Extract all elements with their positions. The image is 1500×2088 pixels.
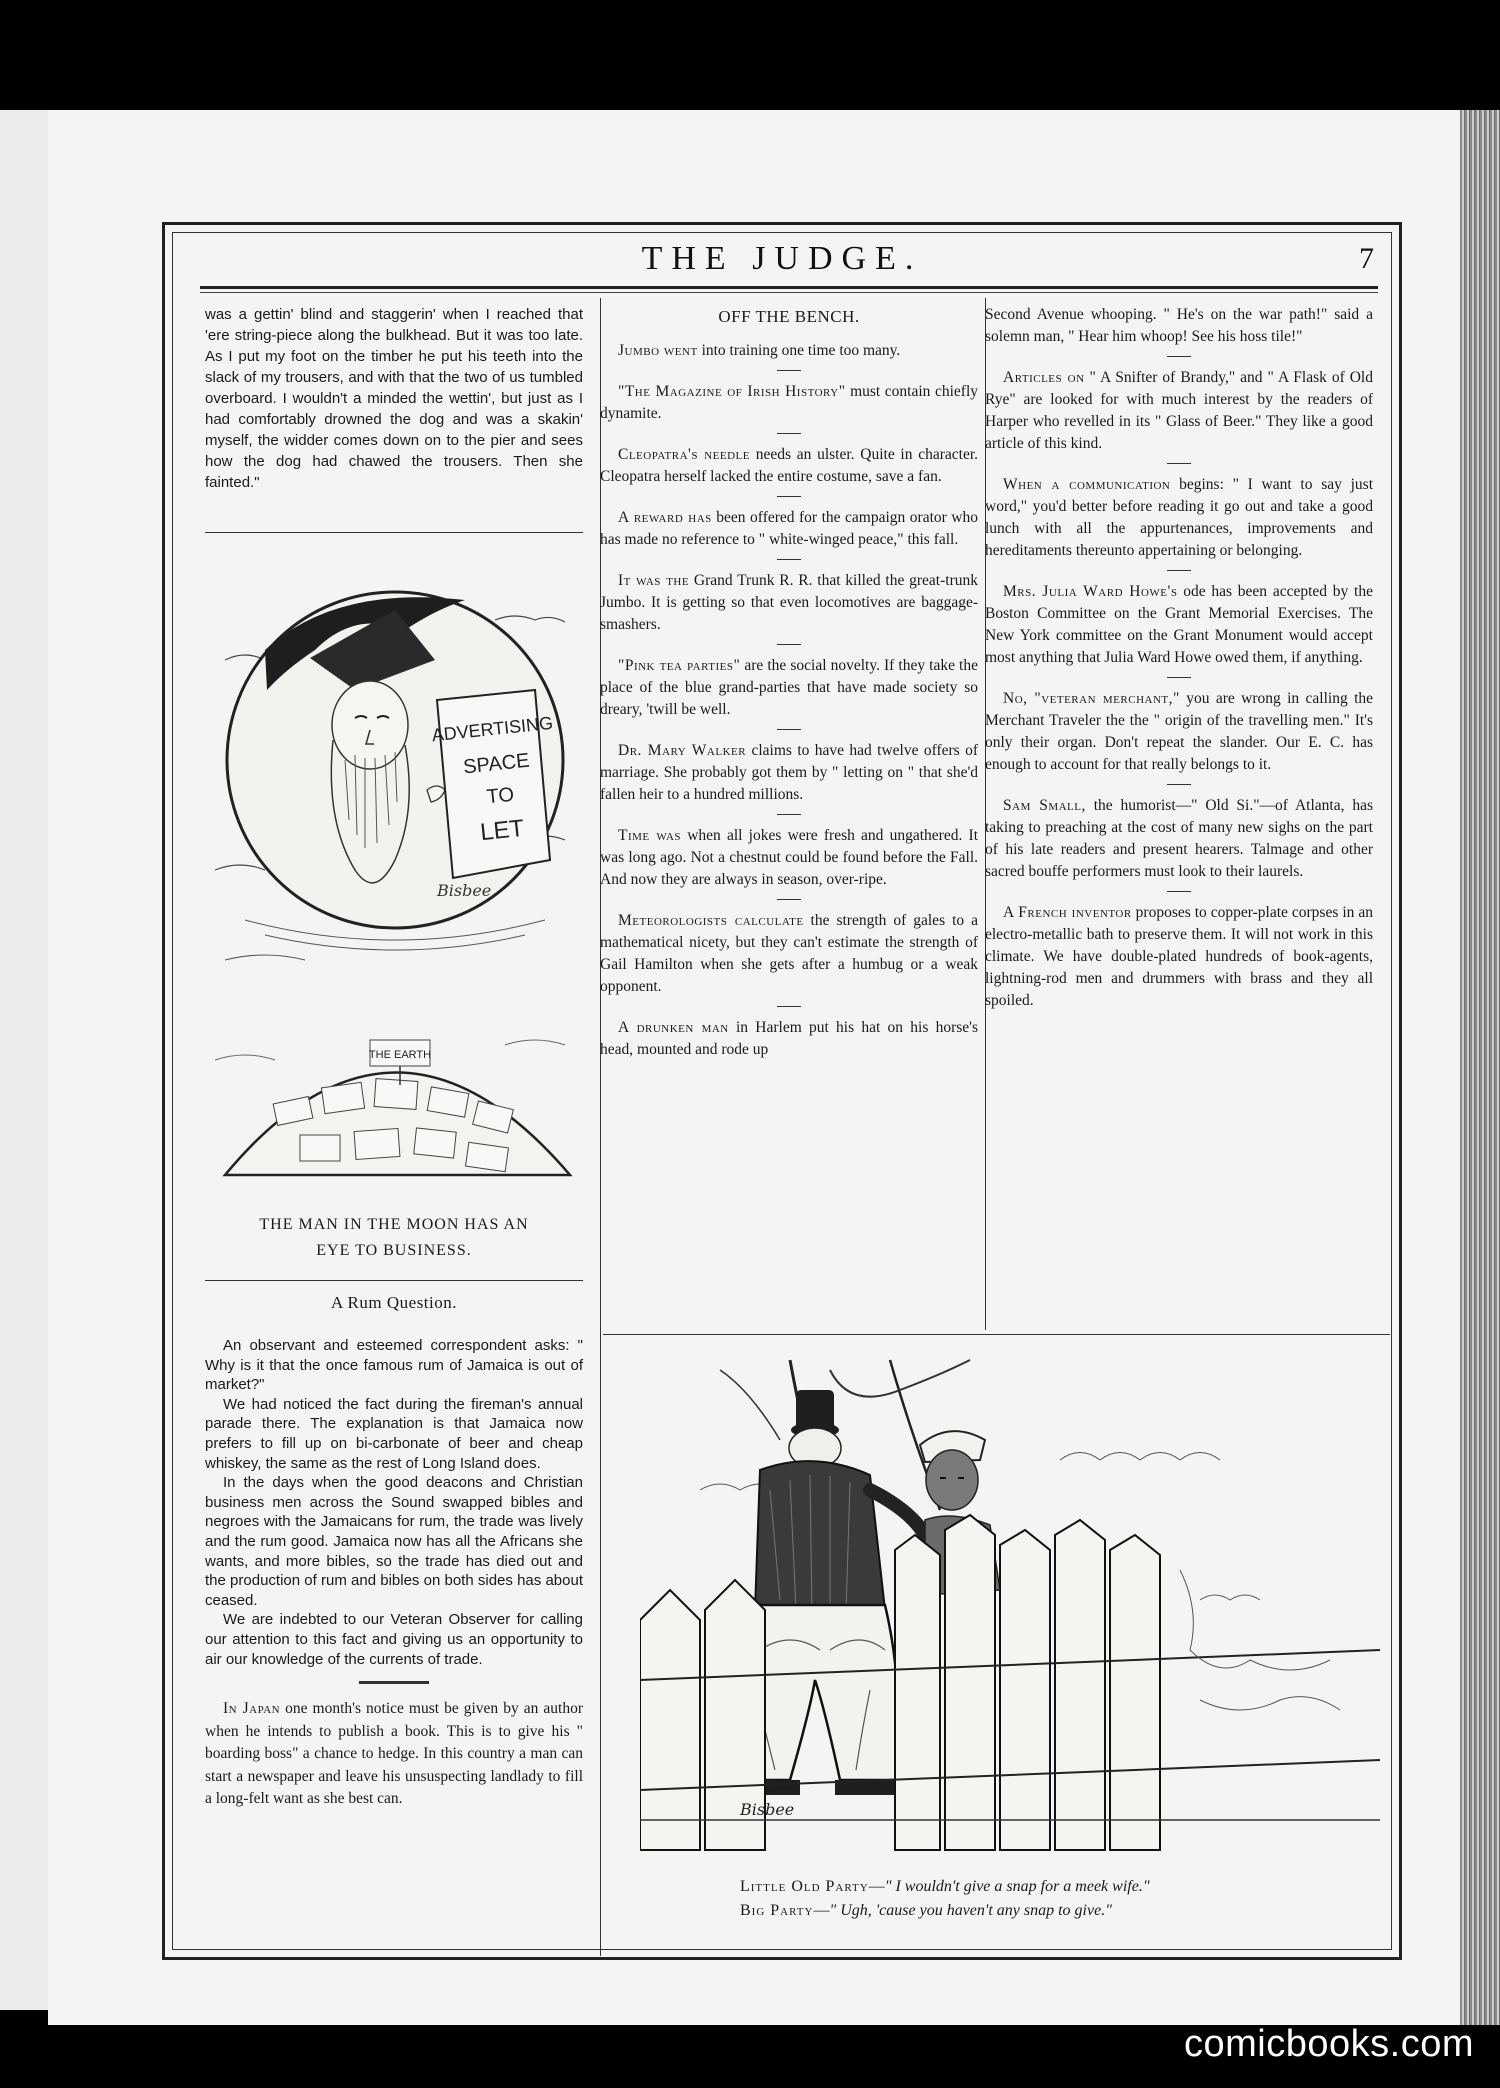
paragraph-item: [600, 444, 978, 488]
item-text: the humorist—" Old Si."—of Atlanta, has taking to preaching at the cost of many new sighs on the part of his late readers and present hearers. Talmage and other sacred bouffe performers must look to their laurels.: [985, 797, 1373, 880]
cartoon-artist-signature: Bisbee: [740, 1800, 795, 1819]
moon-sign-line-4: LET: [478, 814, 526, 847]
earth-sign: THE EARTH: [368, 1049, 432, 1061]
item-separator: [1167, 463, 1191, 464]
item-separator: [777, 899, 801, 900]
paragraph-item: [600, 507, 978, 551]
item-text: ode has been accepted by the Boston Committee on the Grant Memorial Exercises. The New York committee on the Grant Monument would accept most anything that Julia Ward Howe owed them, if anything.: [985, 583, 1373, 666]
item-lead: Time was: [618, 827, 682, 844]
watermark: comicbooks.com: [1184, 2023, 1474, 2065]
rum-question-title: A Rum Question.: [330, 1293, 458, 1312]
paragraph-item: [600, 340, 978, 362]
item-text: when all jokes were fresh and ungathered. It was long ago. Not a chestnut could be found before the Fall. And now they are always in season, over-ripe.: [600, 827, 978, 888]
item-lead: Jumbo went: [618, 342, 698, 359]
rum-paragraph-4: We are indebted to our Veteran Observer for calling our attention to this fact and giving us an opportunity to air our knowledge of the currents of trade.: [205, 1611, 583, 1668]
item-separator: [777, 559, 801, 560]
paragraph-item: [985, 902, 1373, 1012]
caption-line-2: EYE TO BUSINESS.: [316, 1242, 472, 1259]
moon-sign-line-3: TO: [485, 783, 516, 809]
item-separator: [1167, 570, 1191, 571]
item-text: are the social novelty. If they take the place of the blue grand-parties that have made society so dreary, 'twill be well.: [600, 657, 978, 718]
item-separator: [1167, 677, 1191, 678]
paragraph-item: [985, 367, 1373, 455]
item-separator: [777, 433, 801, 434]
rum-paragraph-2: We had noticed the fact during the fireman's annual parade there. The explanation is that Jamaica now prefers to fill up on bi-carbonate of beer and cheap whiskey, the same as the rest of Long Island does.: [205, 1395, 583, 1472]
item-lead: Mrs. Julia Ward Howe's: [1003, 583, 1178, 600]
book-page-edges: [1460, 110, 1500, 2025]
moon-sign-line-2: SPACE: [462, 749, 531, 779]
rum-end-rule: [359, 1681, 429, 1684]
column-2: [600, 304, 978, 1065]
page-number: 7: [1359, 242, 1374, 275]
rum-question-article: [205, 1290, 583, 1815]
item-lead: A drunken man: [618, 1019, 729, 1036]
paragraph-item: [600, 825, 978, 891]
column-3-items: [985, 356, 1373, 1012]
item-separator: [777, 370, 801, 371]
item-lead: Articles on: [1003, 369, 1085, 386]
off-the-bench-heading: OFF THE BENCH.: [718, 307, 860, 326]
item-text: been offered for the campaign orator who has made no reference to " white-winged peace," this fall.: [600, 509, 978, 548]
moon-artist-signature: Bisbee: [437, 881, 492, 900]
item-text: you are wrong in calling the Merchant Traveler the the " origin of the travelling men." It's only their organ. Don't repeat the slander. Our E. C. has enough to account for that really belongs to it.: [985, 690, 1374, 773]
off-the-bench-items: [600, 340, 978, 1061]
caption-line-1: THE MAN IN THE MOON HAS AN: [259, 1216, 529, 1233]
man-in-moon-illustration: [205, 540, 585, 1220]
illustration-caption: [205, 1212, 583, 1264]
item-separator: [1167, 356, 1191, 357]
item-text: begins: " I want to say just word," you'd better before reading it go out and take a good lunch with all the appurtenances, improvements and hereditaments thereunto appertaining or belonging.: [985, 476, 1373, 559]
paragraph-item: [600, 655, 978, 721]
item-text: proposes to copper-plate corpses in an electro-metallic bath to preserve them. It will not work in this climate. We have double-plated hundreds of book-agents, lightning-rod men and drummers with brass and they all spoiled.: [985, 904, 1373, 1009]
item-separator: [777, 1006, 801, 1007]
item-separator: [1167, 891, 1191, 892]
paragraph-item: [985, 795, 1373, 883]
item-lead: "The Magazine of Irish History": [618, 383, 846, 400]
japan-paragraph: In Japan one month's notice must be given by an author when he intends to publish a book. This is to give his " boarding boss" a chance to hedge. In this country a man can start a newspaper and leave his unsuspecting landlady to fill a long-felt want as she best can.: [205, 1700, 583, 1808]
item-lead: When a communication: [1003, 476, 1171, 493]
rum-paragraph-3: In the days when the good deacons and Christian business men across the Sound swapped bibles and negroes with the Jamaicans for rum, the trade was lively and the rum good. Jamaica now has all the Africans she wants, and more bibles, so the trade has died out and the production of rum and bibles on both sides has about ceased.: [205, 1474, 583, 1609]
item-lead: It was the: [618, 572, 690, 589]
item-lead: Cleopatra's needle: [618, 446, 750, 463]
rule-after-caption: [205, 1280, 583, 1281]
item-text: must contain chiefly dynamite.: [600, 383, 978, 422]
item-lead: Meteorologists calculate: [618, 912, 804, 929]
item-lead: No, "veteran merchant,": [1003, 690, 1180, 707]
cartoon-top-rule: [603, 1334, 1390, 1335]
moon-sign-line-1: ADVERTISING: [430, 712, 554, 746]
paragraph-item: [600, 381, 978, 425]
item-lead: "Pink tea parties": [618, 657, 741, 674]
paragraph-item: [600, 910, 978, 998]
paragraph-item: [600, 740, 978, 806]
cartoon-caption: [700, 1875, 1300, 1923]
paragraph-item: [985, 581, 1373, 669]
item-separator: [777, 496, 801, 497]
cartoon-line-2: Big Party—" Ugh, 'cause you haven't any snap to give.": [740, 1902, 1112, 1919]
masthead-rule: [200, 286, 1378, 289]
item-text: the strength of gales to a mathematical nicety, but they can't estimate the strength of Gail Hamilton when she gets after a humbug or a weak opponent.: [600, 912, 978, 995]
item-lead: Dr. Mary Walker: [618, 742, 747, 759]
fence-cartoon: [640, 1350, 1380, 1870]
publication-title: THE JUDGE.: [641, 240, 923, 277]
item-lead: Sam Small,: [1003, 797, 1086, 814]
item-text: in Harlem put his hat on his horse's head, mounted and rode up: [600, 1019, 978, 1058]
cartoon-line-1: Little Old Party—" I wouldn't give a snap for a meek wife.": [740, 1878, 1150, 1895]
item-lead: A reward has: [618, 509, 712, 526]
masthead: [172, 240, 1392, 288]
item-text: " A Snifter of Brandy," and " A Flask of Old Rye" are looked for with much interest by the readers of Harper who revelled in its " Glass of Beer." They like a good article of this kind.: [985, 369, 1373, 452]
item-separator: [777, 644, 801, 645]
left-page-edge: [0, 110, 48, 2010]
column-1: [205, 304, 583, 497]
continuation-text: Second Avenue whooping. " He's on the war path!" said a solemn man, " Hear him whoop! See his hoss tile!": [985, 306, 1373, 345]
paragraph-item: [985, 688, 1373, 776]
item-separator: [1167, 784, 1191, 785]
item-text: claims to have had twelve offers of marriage. She probably got them by " letting on " that she'd fallen heir to a hundred millions.: [600, 742, 979, 803]
column-3: [985, 304, 1373, 1016]
paragraph-item: [600, 570, 978, 636]
item-separator: [777, 814, 801, 815]
item-separator: [777, 729, 801, 730]
item-text: Grand Trunk R. R. that killed the great-trunk Jumbo. It is getting so that even locomotives are baggage-smashers.: [600, 572, 978, 633]
item-text: into training one time too many.: [697, 342, 901, 359]
item-text: needs an ulster. Quite in character. Cleopatra herself lacked the entire costume, save a fan.: [600, 446, 979, 485]
paragraph-item: [600, 1017, 978, 1061]
rum-paragraph-1: An observant and esteemed correspondent asks: " Why is it that the once famous rum of Jamaica is out of market?": [205, 1337, 583, 1394]
rule-after-story: [205, 532, 583, 533]
paragraph-item: [985, 474, 1373, 562]
masthead-rule-thin: [200, 292, 1378, 293]
story-ending: was a gettin' blind and staggerin' when I reached that 'ere string-piece along the bulkhead. But it was too late. As I put my foot on the timber he put his teeth into the slack of my trousers, and with that the two of us tumbled overboard. I wouldn't a minded the wettin', but just as I had comfortably drowned the dog and was a skakin' myself, the widder comes down on to the pier and sees how the dog had chawed the trousers. Then she fainted.": [205, 306, 583, 491]
item-lead: A French inventor: [1003, 904, 1132, 921]
